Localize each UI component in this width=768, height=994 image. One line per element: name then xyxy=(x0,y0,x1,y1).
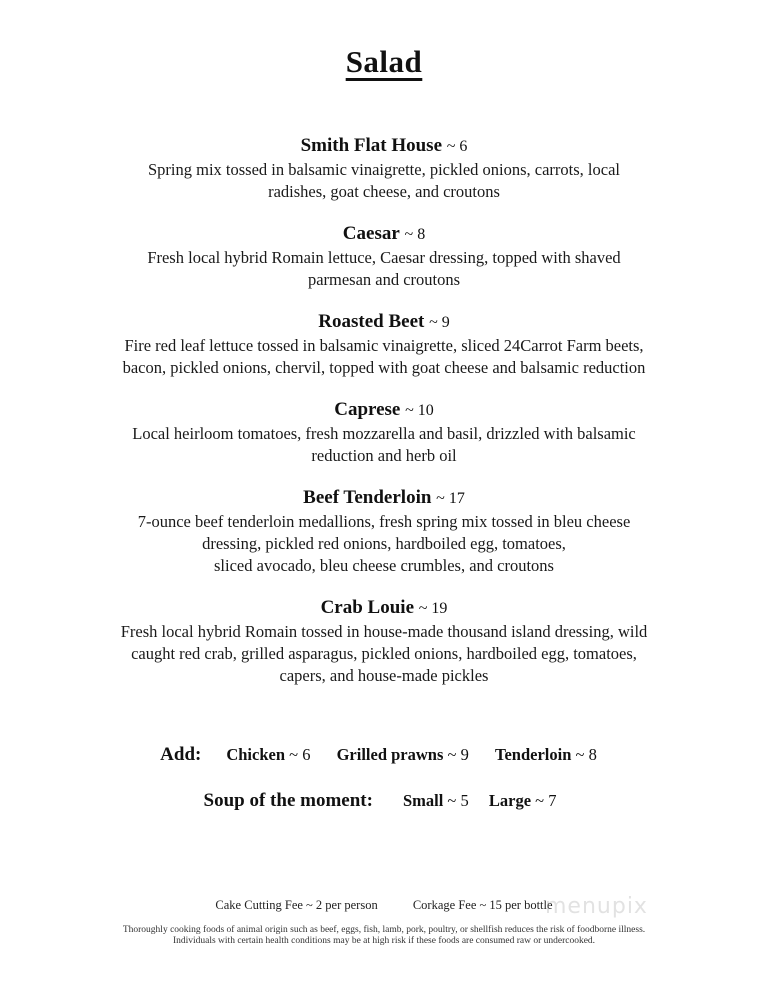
item-name: Roasted Beet xyxy=(318,311,425,332)
addons-row xyxy=(0,744,768,766)
item-name: Beef Tenderloin xyxy=(303,487,432,508)
item-heading xyxy=(0,221,768,247)
soup-price: ~ 5 xyxy=(447,791,469,810)
description-line: dressing, pickled red onions, hardboiled egg, tomatoes, xyxy=(202,534,566,553)
menu-item xyxy=(0,595,768,687)
item-name: Smith Flat House xyxy=(300,135,443,156)
page-title: Salad xyxy=(345,44,423,79)
item-description xyxy=(0,335,768,379)
addon-option xyxy=(226,745,314,764)
item-name: Crab Louie xyxy=(320,597,415,618)
soup-price: ~ 7 xyxy=(535,791,557,810)
item-description xyxy=(0,247,768,291)
addon-option xyxy=(337,745,473,764)
soup-label: Soup of the moment: xyxy=(203,790,373,811)
addon-price: ~ 6 xyxy=(289,745,311,764)
item-description xyxy=(0,423,768,467)
item-price: ~ 9 xyxy=(429,314,450,331)
addon-price: ~ 8 xyxy=(575,745,597,764)
soup-option xyxy=(403,791,473,810)
fees-row xyxy=(0,898,768,913)
description-line: Fire red leaf lettuce tossed in balsamic vinaigrette, sliced 24Carrot Farm beets, xyxy=(124,336,644,355)
menu-item xyxy=(0,397,768,467)
description-line: Local heirloom tomatoes, fresh mozzarella and basil, drizzled with balsamic xyxy=(132,424,636,443)
cake-cutting-fee: Cake Cutting Fee ~ 2 per person xyxy=(215,898,378,912)
item-price: ~ 6 xyxy=(446,138,468,155)
watermark-logo: menupix xyxy=(545,894,648,919)
item-description xyxy=(0,621,768,687)
soup-size: Small xyxy=(402,791,444,810)
item-price: ~ 17 xyxy=(436,490,465,507)
item-heading xyxy=(0,595,768,621)
description-line: 7-ounce beef tenderloin medallions, fresh spring mix tossed in bleu cheese xyxy=(137,512,631,531)
description-line: capers, and house-made pickles xyxy=(279,666,489,685)
description-line: reduction and herb oil xyxy=(311,446,457,465)
item-heading xyxy=(0,309,768,335)
menu-items-list xyxy=(0,133,768,705)
disclaimer-line: Thoroughly cooking foods of animal origin such as beef, eggs, fish, lamb, pork, poultry, or shellfish reduces the risk of foodborne illness. xyxy=(122,925,646,935)
disclaimer-line: Individuals with certain health conditions may be at high risk if these foods are consumed raw or undercooked. xyxy=(172,936,596,946)
description-line: caught red crab, grilled asparagus, pickled onions, hardboiled egg, tomatoes, xyxy=(131,644,637,663)
addon-name: Tenderloin xyxy=(494,745,572,764)
soup-option xyxy=(489,791,557,810)
item-name: Caesar xyxy=(342,223,400,244)
item-description xyxy=(0,511,768,577)
menu-item xyxy=(0,485,768,577)
item-heading xyxy=(0,485,768,511)
menu-item xyxy=(0,309,768,379)
description-line: parmesan and croutons xyxy=(307,270,461,289)
menu-item xyxy=(0,133,768,203)
description-line: Fresh local hybrid Romain tossed in house-made thousand island dressing, wild xyxy=(120,622,648,641)
description-line: sliced avocado, bleu cheese crumbles, and croutons xyxy=(214,556,554,575)
item-price: ~ 10 xyxy=(405,402,434,419)
description-line: radishes, goat cheese, and croutons xyxy=(268,182,500,201)
addons-label: Add: xyxy=(160,744,202,765)
item-heading xyxy=(0,397,768,423)
item-name: Caprese xyxy=(334,399,401,420)
item-price: ~ 19 xyxy=(418,600,448,617)
item-price: ~ 8 xyxy=(404,226,426,243)
addon-name: Grilled prawns xyxy=(336,745,444,764)
description-line: Fresh local hybrid Romain lettuce, Caesar dressing, topped with shaved xyxy=(147,248,621,267)
addon-price: ~ 9 xyxy=(447,745,469,764)
addon-name: Chicken xyxy=(226,745,286,764)
menu-item xyxy=(0,221,768,291)
corkage-fee: Corkage Fee ~ 15 per bottle xyxy=(412,898,553,912)
addon-option xyxy=(495,745,597,764)
item-description xyxy=(0,159,768,203)
item-heading xyxy=(0,133,768,159)
food-safety-disclaimer xyxy=(0,925,768,947)
description-line: Spring mix tossed in balsamic vinaigrette, pickled onions, carrots, local xyxy=(148,160,620,179)
soup-size: Large xyxy=(488,791,532,810)
soup-row xyxy=(0,790,768,812)
description-line: bacon, pickled onions, chervil, topped with goat cheese and balsamic reduction xyxy=(122,358,646,377)
